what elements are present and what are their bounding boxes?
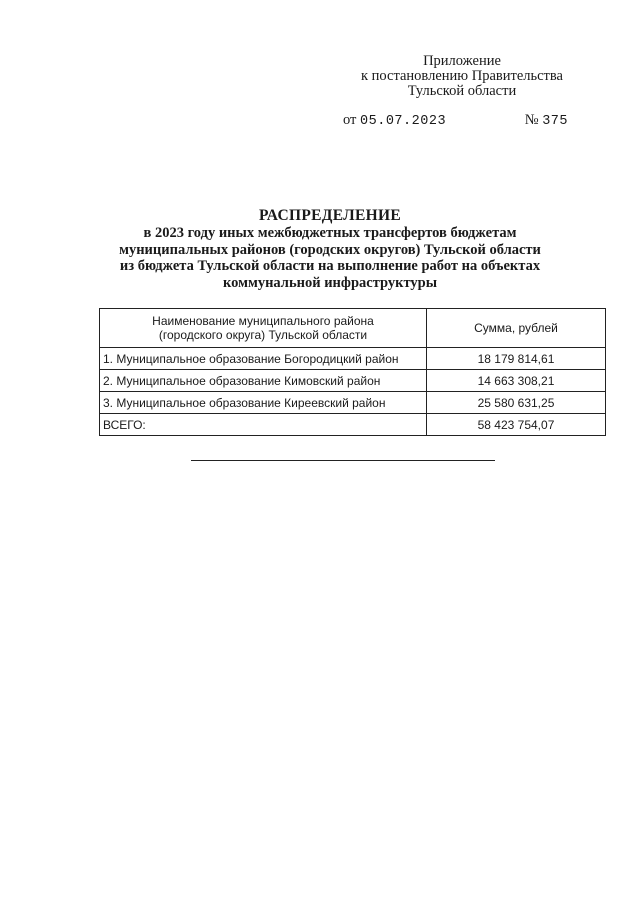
decree-date-line [343,112,568,128]
decree-number [525,112,568,129]
table-total-row [100,414,606,436]
row-name: 2. Муниципальное образование Кимовский район [100,370,427,392]
table-row [100,370,606,392]
row-name: 1. Муниципальное образование Богородицкий район [100,348,427,370]
distribution-table [99,308,606,436]
row-name: 3. Муниципальное образование Киреевский район [100,392,427,414]
title-heading: РАСПРЕДЕЛЕНИЕ [259,207,401,224]
appendix-reference: к постановлению Правительства [361,68,563,84]
title-line-1: в 2023 году иных межбюджетных трансфертов бюджетам [143,225,517,242]
title-line-2: муниципальных районов (городских округов) Тульской области [119,241,541,258]
header-name-cell [100,309,427,348]
decree-date [343,112,446,129]
row-sum: 14 663 308,21 [427,370,606,392]
row-sum: 18 179 814,61 [427,348,606,370]
title-line-3: из бюджета Тульской области на выполнение работ на объектах [119,258,541,275]
row-sum: 25 580 631,25 [427,392,606,414]
document-title [80,208,580,291]
date-prefix: от [343,112,357,128]
date-value: 05.07.2023 [360,114,447,129]
title-line-4: коммунальной инфраструктуры [222,274,438,291]
header-name-line-1: Наименование муниципального района [152,314,374,328]
header-name-line-2: (городского округа) Тульской области [158,328,368,342]
appendix-label: Приложение [423,53,501,69]
total-label: ВСЕГО: [100,414,427,436]
number-value: 375 [542,114,568,129]
closing-divider [191,460,495,461]
header-sum-cell: Сумма, рублей [427,309,606,348]
number-prefix: № [524,112,539,128]
appendix-header [330,54,594,99]
table-row [100,348,606,370]
total-sum: 58 423 754,07 [427,414,606,436]
table-row [100,392,606,414]
appendix-region: Тульской области [407,83,517,99]
table-header-row [100,309,606,348]
